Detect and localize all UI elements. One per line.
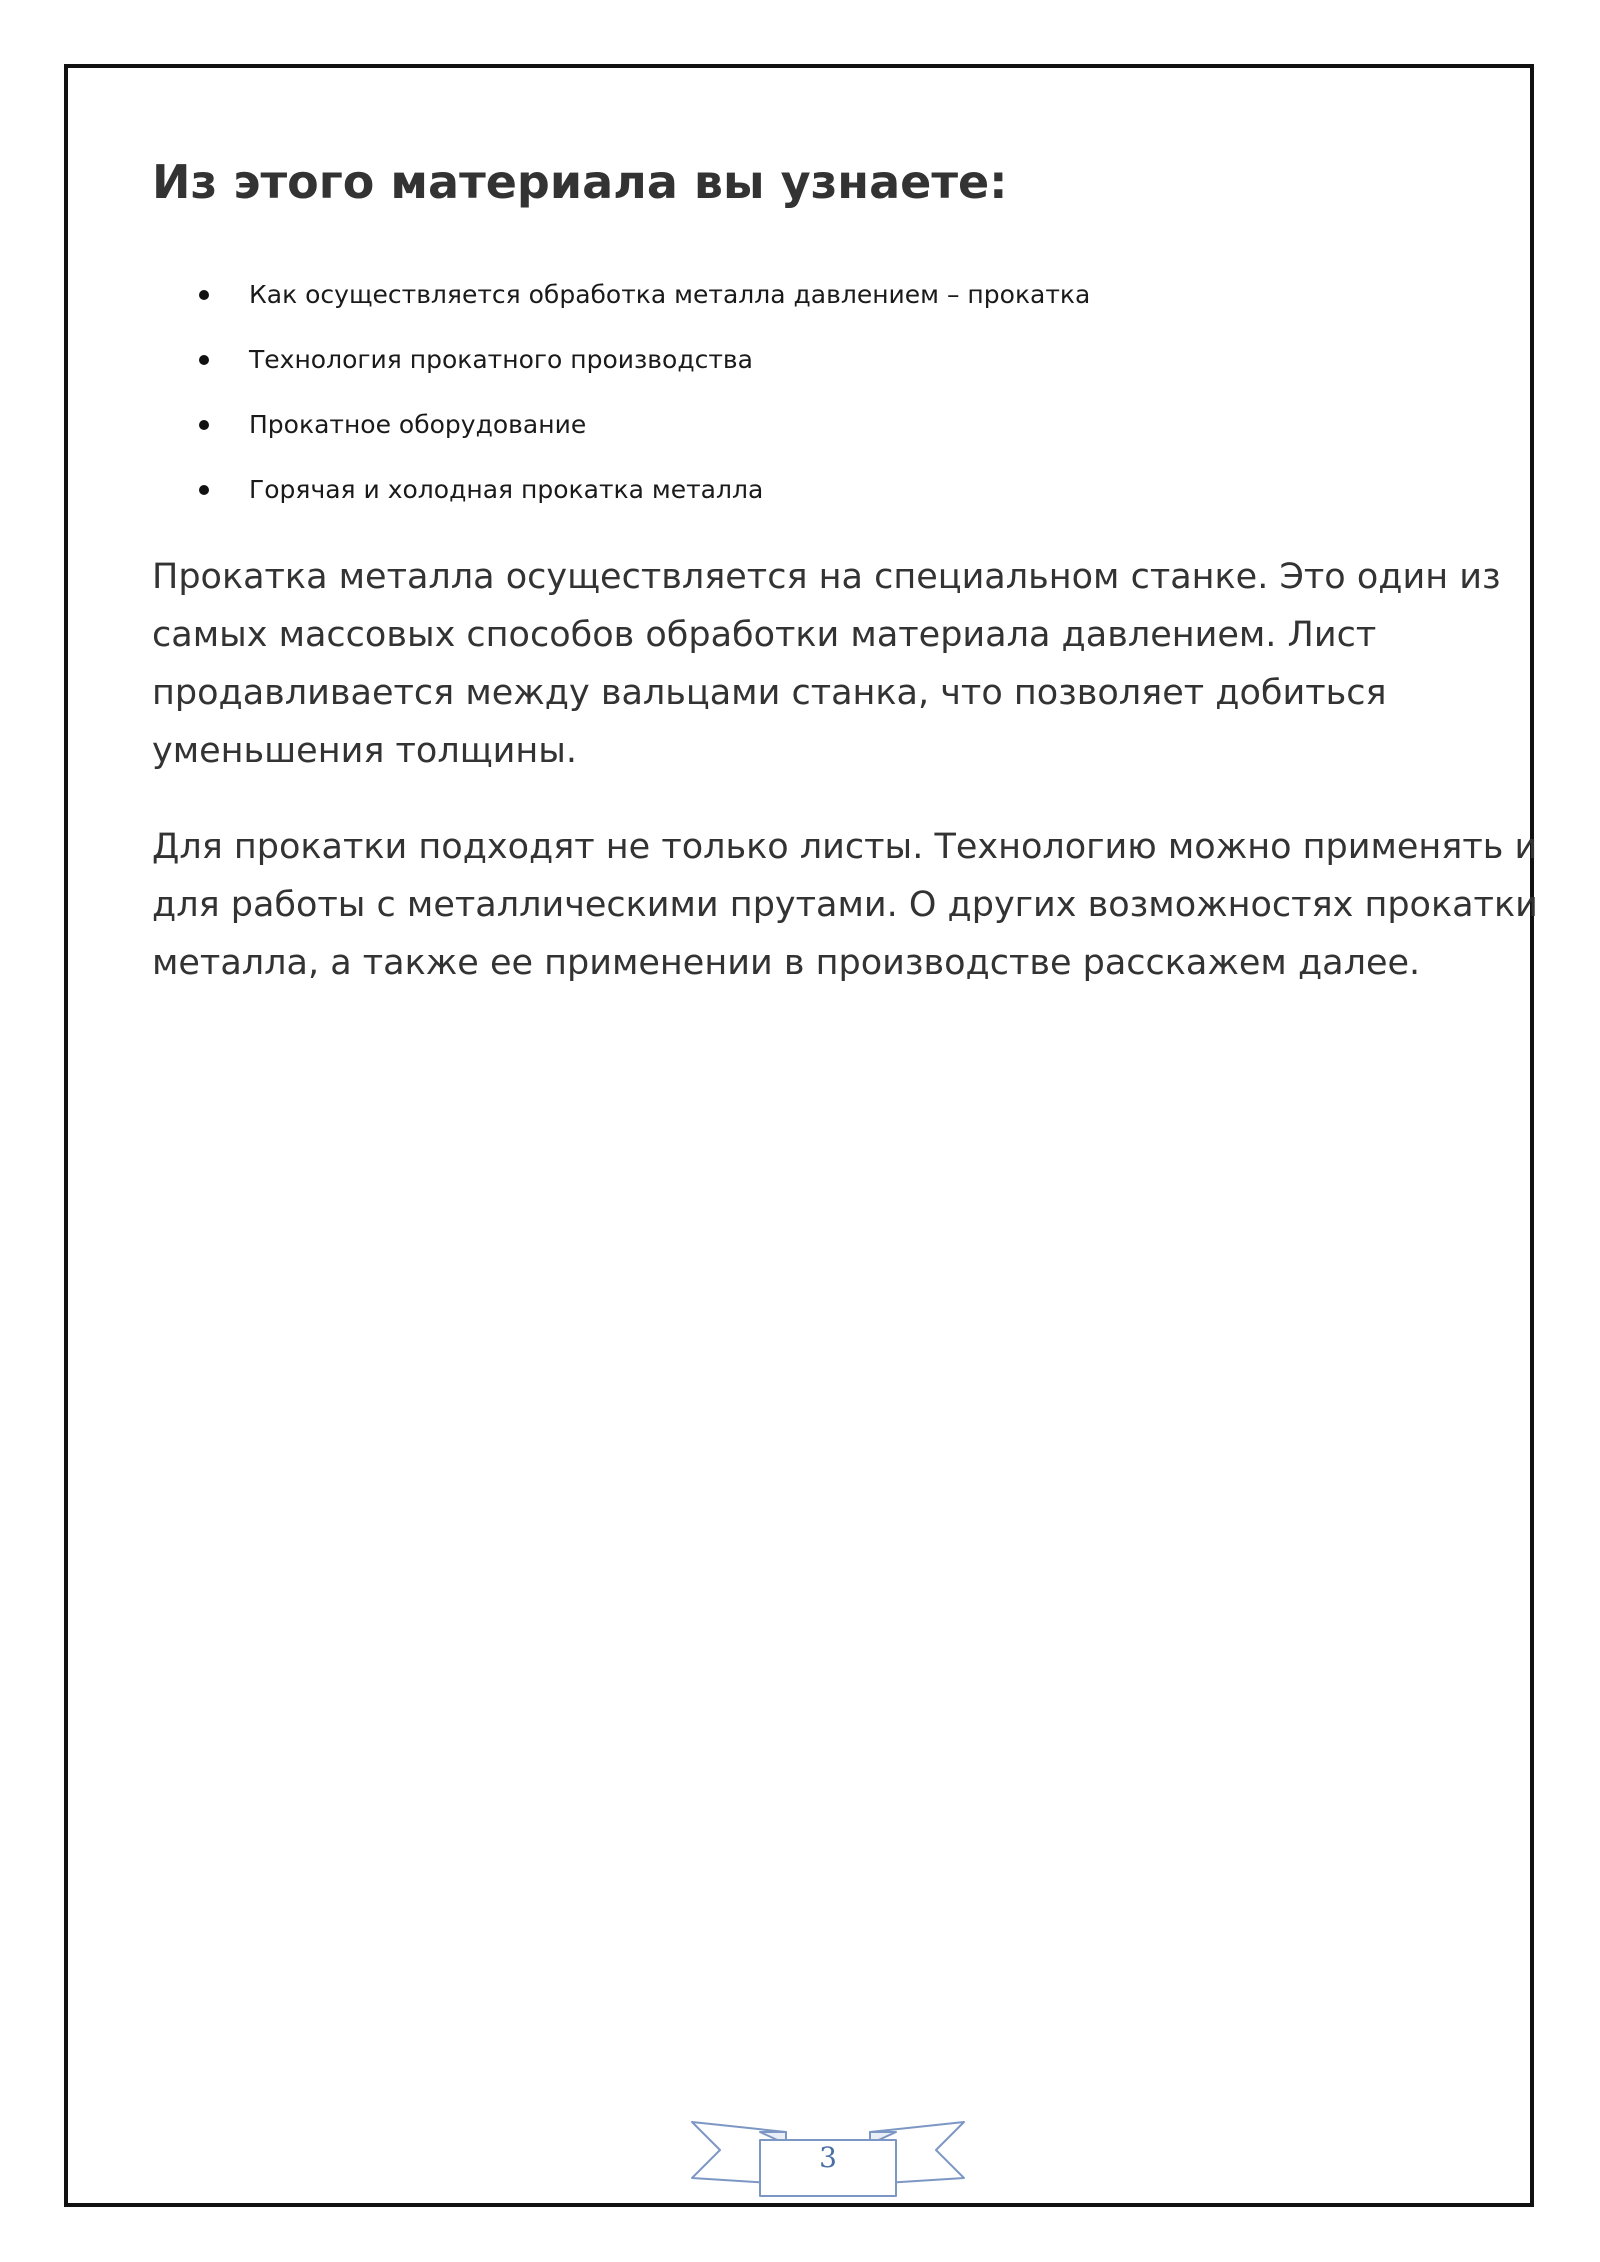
bullet-icon	[199, 420, 209, 430]
paragraph-line: уменьшения толщины.	[152, 731, 578, 771]
list-item-text: Горячая и холодная прокатка металла	[249, 475, 764, 504]
bullet-icon	[199, 485, 209, 495]
bullet-icon	[199, 355, 209, 365]
page-number: 3	[819, 2141, 837, 2174]
paragraph-details	[152, 818, 1538, 992]
list-item	[0, 335, 1600, 400]
bullet-icon	[199, 290, 209, 300]
list-item	[0, 400, 1600, 465]
paragraph-line: для работы с металлическими прутами. О других возможностях прокатки	[152, 885, 1538, 925]
paragraph-line: Для прокатки подходят не только листы. Технологию можно применять и	[152, 827, 1538, 867]
list-item	[0, 270, 1600, 335]
list-item	[0, 465, 1600, 530]
paragraph-line: самых массовых способов обработки материала давлением. Лист	[152, 615, 1377, 655]
paragraph-line: продавливается между вальцами станка, что позволяет добиться	[152, 673, 1387, 713]
paragraph-intro	[152, 548, 1532, 780]
paragraph-line: Прокатка металла осуществляется на специальном станке. Это один из	[152, 557, 1501, 597]
list-item-text: Прокатное оборудование	[249, 410, 587, 439]
paragraph-line: металла, а также ее применении в производстве расскажем далее.	[152, 943, 1421, 983]
page-heading: Из этого материала вы узнаете:	[152, 155, 1008, 209]
list-item-text: Технология прокатного производства	[249, 345, 753, 374]
list-item-text: Как осуществляется обработка металла давлением – прокатка	[249, 280, 1091, 309]
topics-list	[0, 270, 1600, 530]
